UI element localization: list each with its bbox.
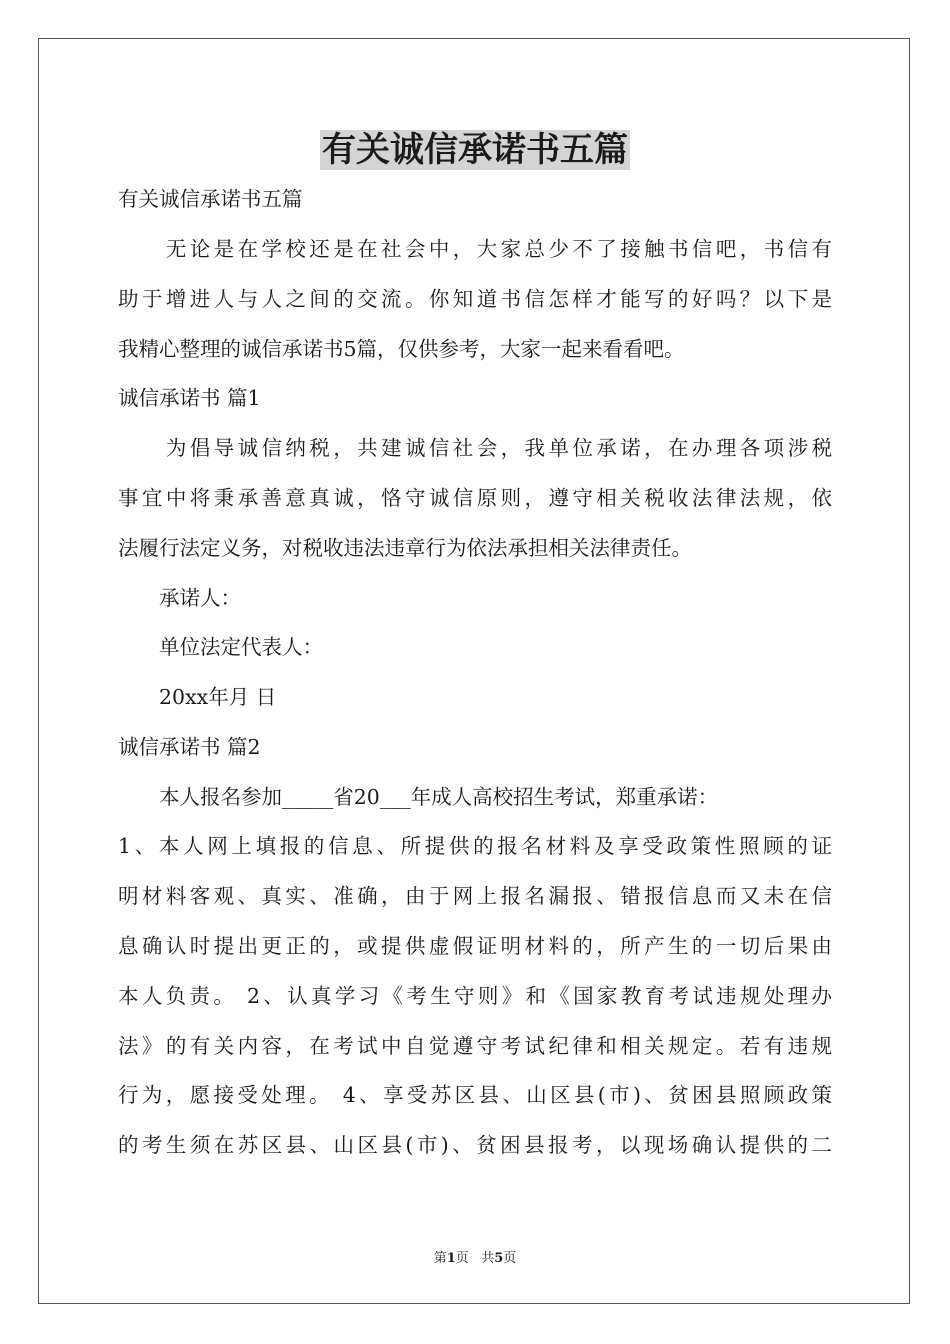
intro-line-1: 无论是在学校还是在社会中，大家总少不了接触书信吧，书信有 [118, 237, 832, 261]
body-line-3: 法履行法定义务，对税收违法违章行为依法承担相关法律责任。 [118, 536, 692, 560]
footer-total-prefix: 共 [481, 1251, 495, 1266]
footer-page-prefix: 第 [433, 1251, 447, 1266]
footer-page-suffix: 页 [455, 1251, 469, 1266]
page-footer [0, 1250, 950, 1268]
document-title [0, 126, 950, 174]
body2-line-7: 行为，愿接受处理。 4、享受苏区县、山区县(市)、贫困县照顾政策 [118, 1083, 832, 1107]
body2-line-1: 本人报名参加_____省20___年成人高校招生考试，郑重承诺： [118, 785, 719, 809]
footer-total-pages: 5 [494, 1251, 504, 1266]
section-heading-1: 诚信承诺书 篇1 [118, 386, 261, 410]
intro-line-3: 我精心整理的诚信承诺书5篇，仅供参考，大家一起来看看吧。 [118, 337, 685, 361]
document-title-text: 有关诚信承诺书五篇 [322, 130, 628, 170]
page-border [38, 38, 910, 1304]
body2-line-4: 息确认时提出更正的，或提供虚假证明材料的，所产生的一切后果由 [118, 934, 832, 958]
body2-line-6: 法》的有关内容，在考试中自觉遵守考试纪律和相关规定。若有违规 [118, 1034, 832, 1058]
body2-line-8: 的考生须在苏区县、山区县(市)、贫困县报考，以现场确认提供的二 [118, 1133, 832, 1157]
signer-line: 承诺人： [118, 586, 241, 610]
footer-total-suffix: 页 [503, 1251, 517, 1266]
body-line-1: 为倡导诚信纳税，共建诚信社会，我单位承诺，在办理各项涉税 [118, 436, 832, 460]
body-line-2: 事宜中将秉承善意真诚，恪守诚信原则，遵守相关税收法律法规，依 [118, 486, 832, 510]
body2-line-2: 1、本人网上填报的信息、所提供的报名材料及享受政策性照顾的证 [118, 834, 832, 858]
subtitle-line: 有关诚信承诺书五篇 [118, 187, 303, 211]
intro-line-2: 助于增进人与人之间的交流。你知道书信怎样才能写的好吗？以下是 [118, 287, 832, 311]
body2-line-5: 本人负责。 2、认真学习《考生守则》和《国家教育考试违规处理办 [118, 984, 832, 1008]
body2-line-3: 明材料客观、真实、准确，由于网上报名漏报、错报信息而又未在信 [118, 884, 832, 908]
section-heading-2: 诚信承诺书 篇2 [118, 735, 261, 759]
date-line: 20xx年月 日 [118, 685, 277, 709]
footer-page-number: 1 [446, 1251, 456, 1266]
representative-line: 单位法定代表人： [118, 635, 323, 659]
